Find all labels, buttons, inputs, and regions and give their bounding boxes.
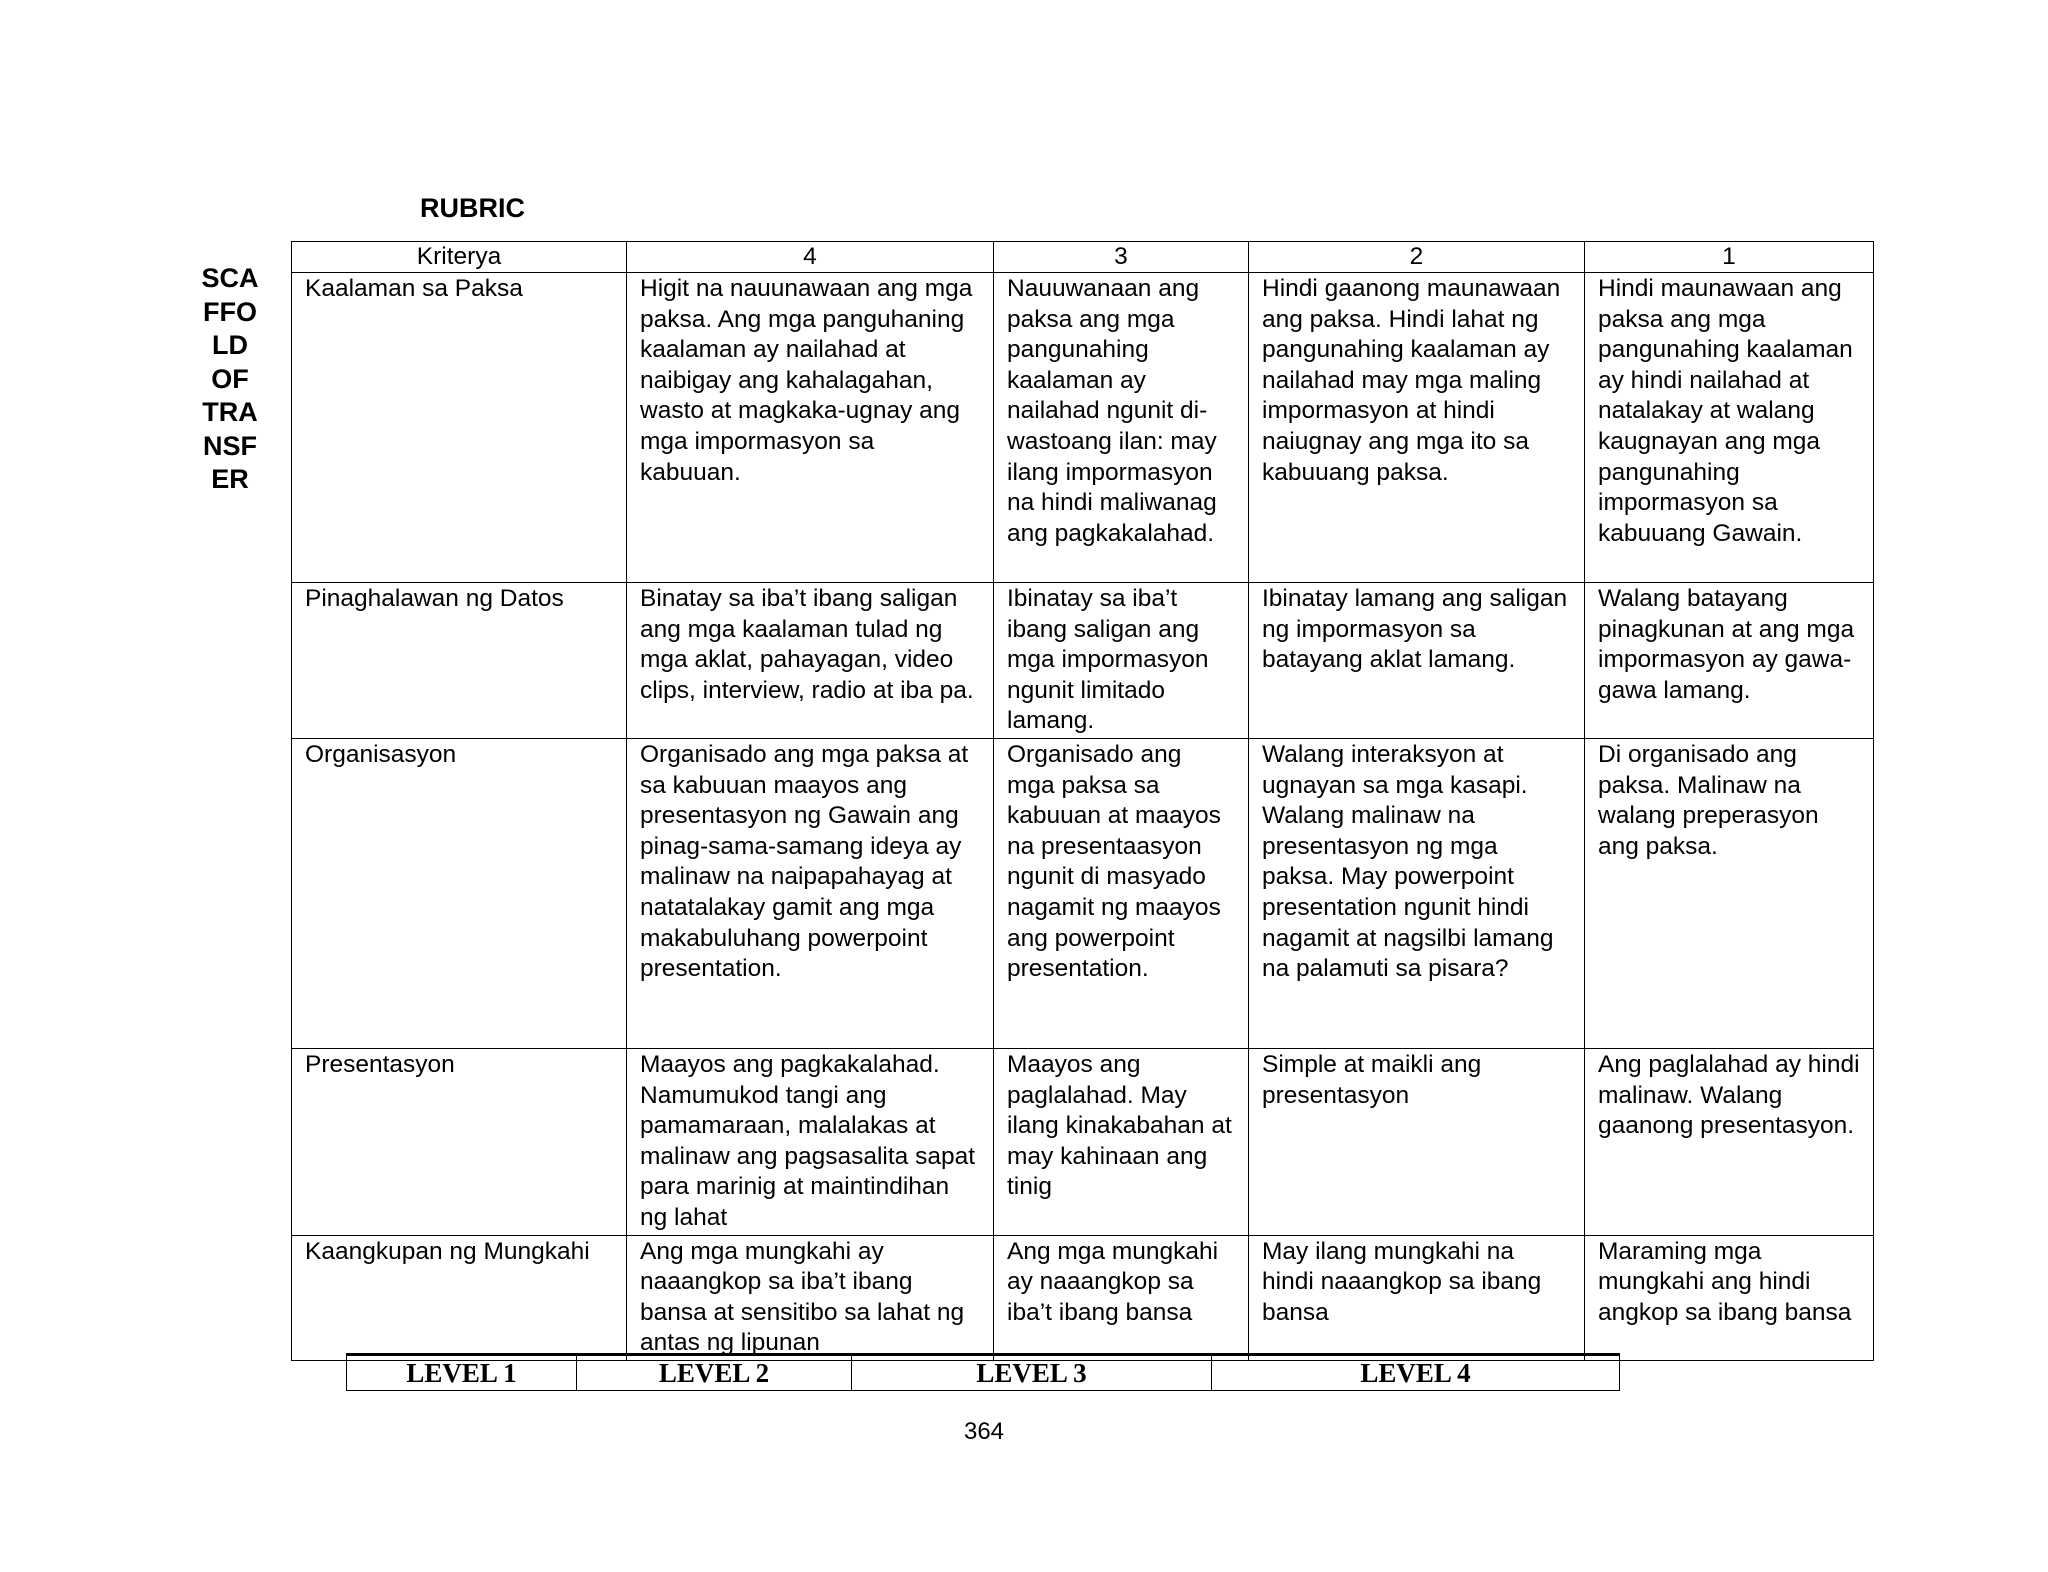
rubric-cell: May ilang mungkahi na hindi naaangkop sa ibang bansa xyxy=(1249,1235,1585,1360)
rubric-cell: Ibinatay lamang ang saligan ng impormasyon sa batayang aklat lamang. xyxy=(1249,583,1585,739)
header-score-3: 3 xyxy=(994,242,1249,273)
rubric-table xyxy=(291,241,1874,1361)
rubric-cell: Hindi gaanong maunawaan ang paksa. Hindi lahat ng pangunahing kaalaman ay nailahad may mga maling impormasyon at hindi naiugnay ang mga ito sa kabuuang paksa. xyxy=(1249,273,1585,583)
levels-table xyxy=(346,1353,1620,1391)
criterion-cell: Presentasyon xyxy=(292,1048,627,1235)
rubric-cell: Organisado ang mga paksa sa kabuuan at maayos na presentaasyon ngunit di masyado nagamit ng maayos ang powerpoint presentation. xyxy=(994,738,1249,1048)
page-number: 364 xyxy=(963,1418,1005,1445)
criterion-cell: Organisasyon xyxy=(292,738,627,1048)
rubric-cell: Maayos ang pagkakalahad. Namumukod tangi ang pamamaraan, malalakas at malinaw ang pagsasalita sapat para marinig at maintindihan ng lahat xyxy=(627,1048,994,1235)
header-criteria: Kriterya xyxy=(292,242,627,273)
level-2-cell: LEVEL 2 xyxy=(577,1355,852,1391)
rubric-cell: Walang batayang pinagkunan at ang mga impormasyon ay gawa-gawa lamang. xyxy=(1585,583,1874,739)
table-row xyxy=(292,583,1874,739)
criterion-cell: Kaalaman sa Paksa xyxy=(292,273,627,583)
rubric-cell: Maayos ang paglalahad. May ilang kinakabahan at may kahinaan ang tinig xyxy=(994,1048,1249,1235)
side-label-line: OF xyxy=(211,363,249,394)
table-row xyxy=(292,738,1874,1048)
rubric-cell: Ang paglalahad ay hindi malinaw. Walang gaanong presentasyon. xyxy=(1585,1048,1874,1235)
criterion-cell: Kaangkupan ng Mungkahi xyxy=(292,1235,627,1360)
side-label-line: SCA xyxy=(201,263,259,293)
side-label-line: FFO xyxy=(203,296,257,327)
rubric-cell: Organisado ang mga paksa at sa kabuuan maayos ang presentasyon ng Gawain ang pinag-sama-samang ideya ay malinaw na naipapahayag at natatalakay gamit ang mga makabuluhang powerpoint presentation. xyxy=(627,738,994,1048)
rubric-cell: Nauuwanaan ang paksa ang mga pangunahing kaalaman ay nailahad ngunit di-wastoang ilan: may ilang impormasyon na hindi maliwanag ang pagkakalahad. xyxy=(994,273,1249,583)
rubric-cell: Di organisado ang paksa. Malinaw na walang preperasyon ang paksa. xyxy=(1585,738,1874,1048)
rubric-cell: Ang mga mungkahi ay naaangkop sa iba’t ibang bansa at sensitibo sa lahat ng antas ng lipunan xyxy=(627,1235,994,1360)
table-row xyxy=(292,273,1874,583)
header-score-1: 1 xyxy=(1585,242,1874,273)
rubric-cell: Binatay sa iba’t ibang saligan ang mga kaalaman tulad ng mga aklat, pahayagan, video clips, interview, radio at iba pa. xyxy=(627,583,994,739)
levels-row xyxy=(347,1355,1620,1391)
rubric-cell: Simple at maikli ang presentasyon xyxy=(1249,1048,1585,1235)
rubric-cell: Ang mga mungkahi ay naaangkop sa iba’t ibang bansa xyxy=(994,1235,1249,1360)
page-heading: RUBRIC xyxy=(420,193,525,223)
rubric-cell: Hindi maunawaan ang paksa ang mga pangunahing kaalaman ay hindi nailahad at natalakay at walang kaugnayan ang mga pangunahing impormasyon sa kabuuang Gawain. xyxy=(1585,273,1874,583)
side-label-scaffold-of-transfer xyxy=(190,262,270,497)
criterion-cell: Pinaghalawan ng Datos xyxy=(292,583,627,739)
level-4-cell: LEVEL 4 xyxy=(1212,1355,1620,1391)
table-row xyxy=(292,1048,1874,1235)
level-3-cell: LEVEL 3 xyxy=(852,1355,1212,1391)
header-score-2: 2 xyxy=(1249,242,1585,273)
rubric-cell: Higit na nauunawaan ang mga paksa. Ang mga panguhaning kaalaman ay nailahad at naibigay ang kahalagahan, wasto at magkaka-ugnay ang mga impormasyon sa kabuuan. xyxy=(627,273,994,583)
table-row xyxy=(292,1235,1874,1360)
side-label-line: LD xyxy=(212,330,248,360)
rubric-cell: Maraming mga mungkahi ang hindi angkop sa ibang bansa xyxy=(1585,1235,1874,1360)
side-label-line: NSF xyxy=(203,430,257,461)
side-label-line: ER xyxy=(211,464,249,494)
rubric-header-row xyxy=(292,242,1874,273)
side-label-line: TRA xyxy=(202,397,258,427)
level-1-cell: LEVEL 1 xyxy=(347,1355,577,1391)
rubric-cell: Ibinatay sa iba’t ibang saligan ang mga impormasyon ngunit limitado lamang. xyxy=(994,583,1249,739)
rubric-cell: Walang interaksyon at ugnayan sa mga kasapi. Walang malinaw na presentasyon ng mga paksa. May powerpoint presentation ngunit hindi nagamit at nagsilbi lamang na palamuti sa pisara? xyxy=(1249,738,1585,1048)
header-score-4: 4 xyxy=(627,242,994,273)
